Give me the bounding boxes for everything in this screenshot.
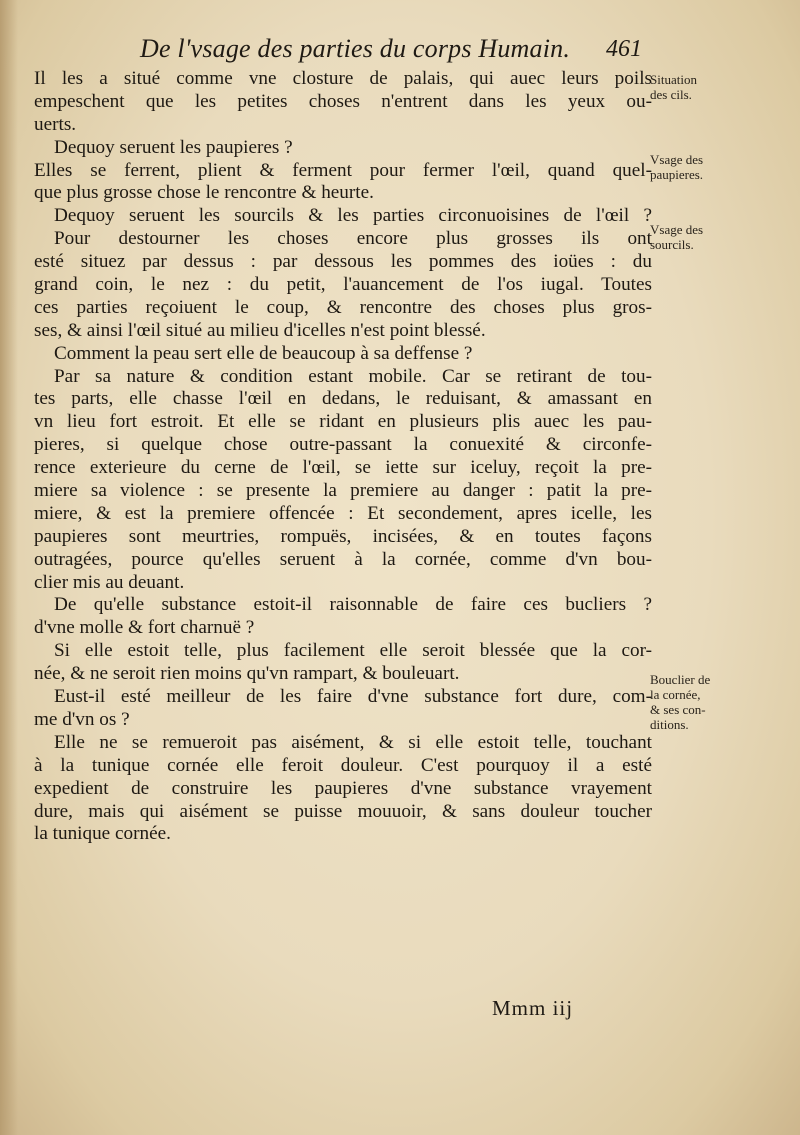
text-line: me d'vn os ? (34, 708, 130, 730)
margin-note-line: sourcils. (650, 237, 694, 252)
margin-note-line: Vsage des (650, 152, 704, 167)
text-line: Eust-il esté meilleur de les faire d'vne substance fort dure, com- (54, 686, 652, 708)
text-line: que plus grosse chose le rencontre & heurte. (34, 182, 374, 204)
text-line: la tunique cornée. (34, 823, 171, 845)
text-line: à la tunique cornée elle feroit douleur. C'est pourquoy il a esté (34, 754, 652, 776)
text-line: tes parts, elle chasse l'œil en dedans, le reduisant, & amassant en (34, 388, 652, 410)
text-line: née, & ne seroit rien moins qu'vn rampart, & bouleuart. (34, 663, 460, 685)
text-line: Dequoy seruent les paupieres ? (54, 136, 293, 158)
running-head: De l'vsage des parties du corps Humain. (140, 34, 571, 63)
text-line: ces parties reçoiuent le coup, & rencontre des choses plus gros- (34, 296, 652, 318)
margin-note-line: la cornée, (650, 687, 701, 702)
text-line: Par sa nature & condition estant mobile. Car se retirant de tou- (54, 365, 652, 387)
page-gutter-shadow (0, 0, 18, 1135)
text-line: Pour destourner les choses encore plus grosses ils ont (54, 228, 652, 250)
text-line: pieres, si quelque chose outre-passant la conuexité & circonfe- (34, 434, 652, 456)
text-line: ses, & ainsi l'œil situé au milieu d'icelles n'est point blessé. (34, 319, 486, 341)
text-line: Comment la peau sert elle de beaucoup à sa deffense ? (54, 342, 473, 364)
page-header (0, 30, 800, 70)
margin-note-line: ditions. (650, 717, 689, 732)
text-line: outragées, pource qu'elles seruent à la cornée, comme d'vn bou- (34, 548, 652, 570)
margin-note-line: & ses con- (650, 702, 706, 717)
text-line: Dequoy seruent les sourcils & les parties circonuoisines de l'œil ? (54, 205, 652, 227)
text-line: dure, mais qui aisément se puisse mouuoir, & sans douleur toucher (34, 800, 652, 822)
text-line: rence exterieure du cerne de l'œil, se iette sur iceluy, reçoit la pre- (34, 457, 652, 479)
text-line: esté situez par dessus : par dessous les pommes des ioües : du (34, 251, 652, 273)
text-line: Elle ne se remueroit pas aisément, & si elle estoit telle, touchant (54, 731, 652, 753)
margin-note-situation-cils (650, 72, 795, 102)
text-line: d'vne molle & fort charnuë ? (34, 617, 255, 639)
text-line: expedient de construire les paupieres d'vne substance vrayement (34, 777, 652, 799)
page-number: 461 (606, 36, 642, 62)
signature-mark: Mmm iij (492, 996, 574, 1020)
text-line: miere sa violence : se presente la premiere au danger : patit la pre- (34, 480, 652, 502)
text-line: grand coin, le nez : du petit, l'auancement de l'os iugal. Toutes (34, 274, 652, 296)
text-line: Si elle estoit telle, plus facilement elle seroit blessée que la cor- (54, 640, 652, 662)
margin-note-line: Bouclier de (650, 672, 711, 687)
text-line: vn lieu fort estroit. Et elle se ridant en plusieurs plis auec les pau- (34, 411, 652, 433)
margin-note-line: paupieres. (650, 167, 704, 182)
body-text (34, 68, 652, 846)
text-line: Il les a situé comme vne closture de palais, qui auec leurs poils (34, 68, 652, 89)
margin-note-line: Vsage des (650, 222, 704, 237)
text-line: De qu'elle substance estoit-il raisonnable de faire ces bucliers ? (54, 594, 652, 616)
margin-note-line: Situation (650, 72, 697, 87)
text-line: empeschent que les petites choses n'entrent dans les yeux ou- (34, 90, 652, 112)
text-line: paupieres sont meurtries, rompuës, incisées, & en toutes façons (34, 525, 652, 547)
text-line: clier mis au deuant. (34, 571, 185, 593)
margin-note-bouclier-cornee (650, 672, 795, 732)
text-line: miere, & est la premiere offencée : Et secondement, apres icelle, les (34, 502, 652, 524)
margin-note-line: des cils. (650, 87, 692, 102)
text-line: uerts. (34, 113, 77, 135)
text-line: Elles se ferrent, plient & ferment pour fermer l'œil, quand quel- (34, 159, 652, 181)
margin-note-vsage-paupieres (650, 152, 795, 182)
margin-note-vsage-sourcils (650, 222, 795, 252)
